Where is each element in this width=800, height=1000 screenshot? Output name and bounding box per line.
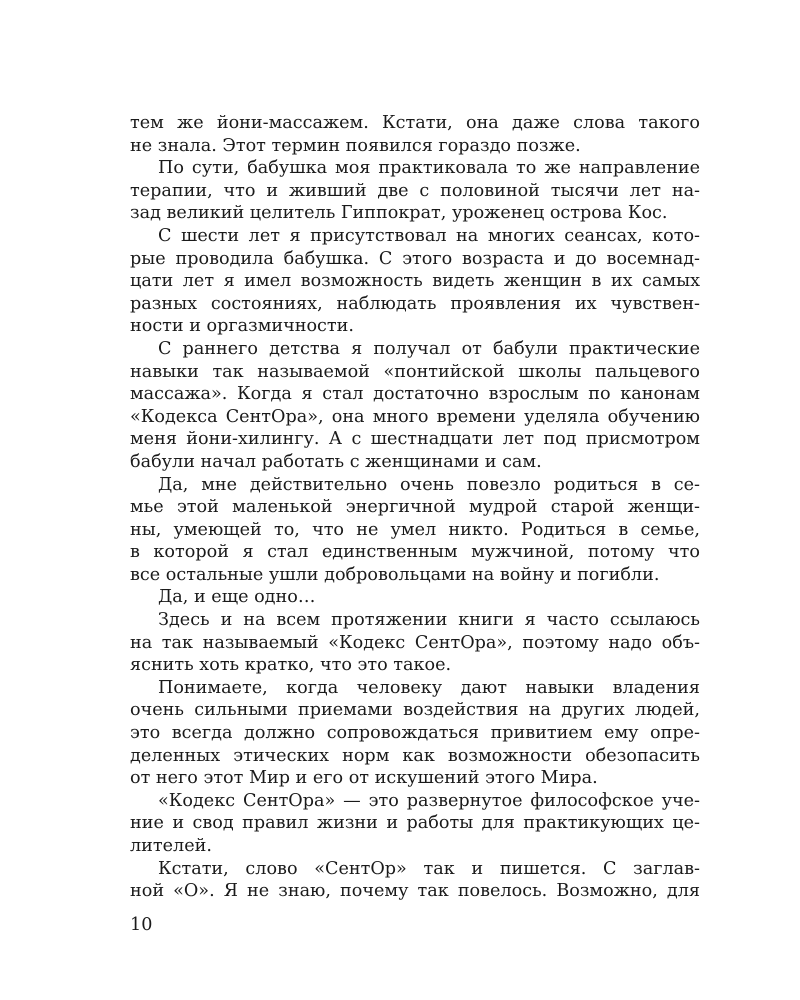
text-line: от него этот Мир и его от искушений этого Мира. <box>130 768 598 789</box>
text-line: все остальные ушли добровольцами на войну и погибли. <box>130 564 660 585</box>
text-line: навыки так называемой «понтийской школы пальцевого <box>130 361 700 382</box>
text-line: это всегда должно сопровождаться привитием ему опре- <box>130 723 700 744</box>
text-line: рые проводила бабушка. С этого возраста и до восемнад- <box>130 248 700 269</box>
text-line: С шести лет я присутствовал на многих сеансах, кото- <box>158 225 700 246</box>
text-line: меня йони-хилингу. А с шестнадцати лет под присмотром <box>130 429 700 450</box>
text-line: «Кодекс СентОра» — это развернутое философское уче- <box>158 790 700 811</box>
text-line: «Кодекса СентОра», она много времени уделяла обучению <box>130 406 700 427</box>
text-line: лителей. <box>130 836 212 856</box>
text-line: Кстати, слово «СентОр» так и пишется. С заглав- <box>158 858 700 879</box>
text-line: деленных этических норм как возможности обезопасить <box>130 745 700 766</box>
text-line: ны, умеющей то, что не умел никто. Родиться в семье, <box>130 519 700 540</box>
text-line: Да, мне действительно очень повезло родиться в се- <box>158 474 700 495</box>
text-line: на так называемый «Кодекс СентОра», поэтому надо объ- <box>130 632 700 653</box>
text-line: разных состояниях, наблюдать проявления их чувствен- <box>130 293 700 314</box>
text-line: ной «О». Я не знаю, почему так повелось. Возможно, для <box>130 881 700 902</box>
text-line: тем же йони-массажем. Кстати, она даже слова такого <box>130 113 700 133</box>
text-line: очень сильными приемами воздействия на других людей, <box>130 700 700 721</box>
text-line: в которой я стал единственным мужчиной, потому что <box>130 542 700 563</box>
text-line: терапии, что и живший две с половиной тысячи лет на- <box>130 180 700 201</box>
text-line: ние и свод правил жизни и работы для практикующих це- <box>130 813 700 834</box>
text-line: Понимаете, когда человеку дают навыки владения <box>158 677 700 698</box>
text-line: зад великий целитель Гиппократ, уроженец острова Кос. <box>130 203 668 224</box>
text-line: По сути, бабушка моя практиковала то же направление <box>158 158 700 179</box>
text-line: Да, и еще одно… <box>158 587 316 608</box>
text-line: Здесь и на всем протяжении книги я часто ссылаюсь <box>158 610 700 631</box>
page-number: 10 <box>130 915 153 935</box>
text-line: мье этой маленькой энергичной мудрой старой женщи- <box>130 497 700 518</box>
text-line: яснить хоть кратко, что это такое. <box>130 655 452 676</box>
book-page-body <box>130 112 700 903</box>
text-line: цати лет я имел возможность видеть женщин в их самых <box>130 271 700 292</box>
text-line: бабули начал работать с женщинами и сам. <box>130 451 542 472</box>
text-line: С раннего детства я получал от бабули практические <box>158 338 700 359</box>
text-line: массажа». Когда я стал достаточно взрослым по канонам <box>130 384 700 405</box>
text-line: ности и оргазмичности. <box>130 316 354 337</box>
text-line: не знала. Этот термин появился гораздо позже. <box>130 135 581 156</box>
